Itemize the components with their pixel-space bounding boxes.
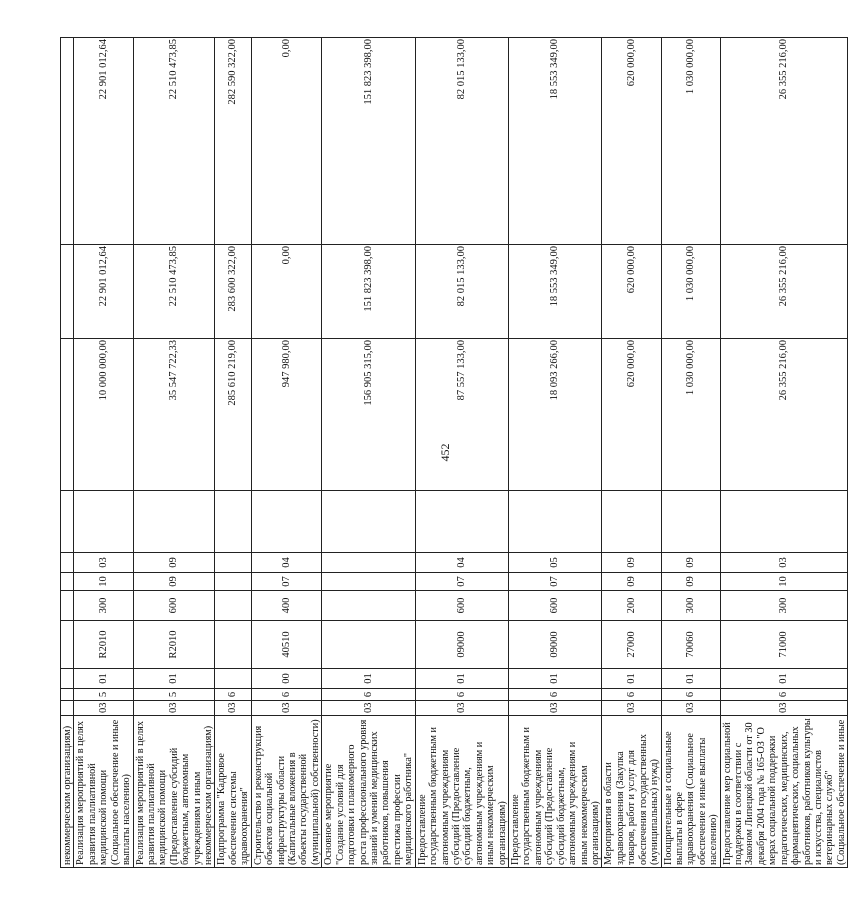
code-subprogram: 6 <box>602 689 661 701</box>
sum-year-3: 620 000,00 <box>602 38 661 245</box>
code-gp: 03 <box>74 701 133 716</box>
sum-year-1: 1 030 000,00 <box>661 339 720 491</box>
code-expense-type: 400 <box>251 591 322 621</box>
table-row <box>215 38 251 868</box>
sum-year-3: 151 823 398,00 <box>322 38 415 245</box>
code-subprogram: 6 <box>251 689 322 701</box>
code-event: 01 <box>602 669 661 689</box>
sum-year-2: 26 355 216,00 <box>720 245 848 339</box>
sum-year-2: 1 030 000,00 <box>661 245 720 339</box>
table-row <box>251 38 322 868</box>
code-subsection: 03 <box>74 553 133 573</box>
code-event: 01 <box>509 669 602 689</box>
sum-year-1: 26 355 216,00 <box>720 339 848 491</box>
code-event: 01 <box>661 669 720 689</box>
code-subprogram: 6 <box>661 689 720 701</box>
code-extra <box>509 491 602 553</box>
code-gp <box>61 701 74 716</box>
code-gp: 03 <box>322 701 415 716</box>
sum-year-3: 282 590 322,00 <box>215 38 251 245</box>
code-extra <box>133 491 215 553</box>
code-gp: 03 <box>215 701 251 716</box>
code-gp: 03 <box>133 701 215 716</box>
code-gp: 03 <box>661 701 720 716</box>
code-expense-type: 600 <box>509 591 602 621</box>
code-subprogram: 6 <box>215 689 251 701</box>
code-gp: 03 <box>415 701 508 716</box>
code-direction: 71000 <box>720 621 848 669</box>
table-row <box>602 38 661 868</box>
row-name: Мероприятия в области здравоохранения (Закупка товаров, работ и услуг для обеспечения государственных (муниципальных) нужд) <box>602 716 661 868</box>
code-section: 09 <box>661 573 720 591</box>
sum-year-1: 156 905 315,00 <box>322 339 415 491</box>
row-name: Подпрограмма "Кадровое обеспечение системы здравоохранения" <box>215 716 251 868</box>
code-subsection: 09 <box>661 553 720 573</box>
row-name: Предоставление государственным бюджетным и автономным учреждениям субсидий (Предоставление субсидий бюджетным, автономным учреждениям и иным некоммерческим организациям) <box>415 716 508 868</box>
sum-year-2: 620 000,00 <box>602 245 661 339</box>
code-event: 01 <box>415 669 508 689</box>
sum-year-3: 0,00 <box>251 38 322 245</box>
code-direction: 09000 <box>509 621 602 669</box>
row-name: Строительство и реконструкция объектов социальной инфраструктуры области (Капитальные вложения в объекты государственной (муниципальной) собственности) <box>251 716 322 868</box>
code-section <box>215 573 251 591</box>
sum-year-2: 22 901 012,64 <box>74 245 133 339</box>
code-subsection: 05 <box>509 553 602 573</box>
table-body <box>61 38 848 868</box>
code-direction: 70060 <box>661 621 720 669</box>
table-row <box>661 38 720 868</box>
sum-year-1: 87 557 133,00 <box>415 339 508 491</box>
code-expense-type <box>322 591 415 621</box>
code-subsection: 04 <box>415 553 508 573</box>
sum-year-2: 151 823 398,00 <box>322 245 415 339</box>
code-expense-type: 600 <box>133 591 215 621</box>
code-direction: R2010 <box>74 621 133 669</box>
sum-year-1: 947 980,00 <box>251 339 322 491</box>
table-row <box>322 38 415 868</box>
code-event: 01 <box>133 669 215 689</box>
row-name: Предоставление мер социальной поддержки в соответствии с Законом Липецкой области от 30 декабря 2004 года № 165-ОЗ "О мерах социальной поддержки педагогических, медицинских, фармацевтических, социальных работников, работников культуры и искусства, специалистов ветеринарных служб" (Социальное обеспечение и иные <box>720 716 848 868</box>
code-subsection: 04 <box>251 553 322 573</box>
code-direction <box>322 621 415 669</box>
page-number: 452 <box>438 443 452 462</box>
code-gp: 03 <box>602 701 661 716</box>
budget-table <box>60 37 848 868</box>
table-row <box>133 38 215 868</box>
code-gp: 03 <box>720 701 848 716</box>
code-extra <box>661 491 720 553</box>
code-subsection <box>322 553 415 573</box>
code-direction: 40510 <box>251 621 322 669</box>
sum-year-2 <box>61 245 74 339</box>
code-extra <box>251 491 322 553</box>
sum-year-1: 620 000,00 <box>602 339 661 491</box>
code-expense-type: 300 <box>661 591 720 621</box>
sum-year-2: 82 015 133,00 <box>415 245 508 339</box>
sum-year-3: 22 901 012,64 <box>74 38 133 245</box>
code-subprogram: 5 <box>133 689 215 701</box>
code-subsection: 09 <box>133 553 215 573</box>
sum-year-3: 82 015 133,00 <box>415 38 508 245</box>
code-expense-type <box>61 591 74 621</box>
code-gp: 03 <box>509 701 602 716</box>
code-extra <box>720 491 848 553</box>
row-name: Предоставление государственным бюджетным и автономным учреждениям субсидий (Предоставление субсидий бюджетным, автономным учреждениям и иным некоммерческим организациям) <box>509 716 602 868</box>
sum-year-3: 18 553 349,00 <box>509 38 602 245</box>
code-expense-type: 200 <box>602 591 661 621</box>
code-subprogram: 5 <box>74 689 133 701</box>
table-row <box>61 38 74 868</box>
table-row <box>74 38 133 868</box>
code-event: 00 <box>251 669 322 689</box>
code-direction <box>215 621 251 669</box>
code-event <box>215 669 251 689</box>
code-section: 10 <box>74 573 133 591</box>
row-name: Основное мероприятие "Создание условий для подготовки и планомерного роста профессионального уровня знаний и умений медицинских работников, повышения престижа профессии медицинского работника" <box>322 716 415 868</box>
code-subprogram: 6 <box>415 689 508 701</box>
code-subprogram <box>61 689 74 701</box>
code-section: 07 <box>415 573 508 591</box>
sum-year-2: 0,00 <box>251 245 322 339</box>
code-extra <box>215 491 251 553</box>
code-subprogram: 6 <box>720 689 848 701</box>
sum-year-3 <box>61 38 74 245</box>
code-expense-type: 300 <box>720 591 848 621</box>
sum-year-2: 18 553 349,00 <box>509 245 602 339</box>
code-direction <box>61 621 74 669</box>
code-subsection <box>61 553 74 573</box>
code-subprogram: 6 <box>509 689 602 701</box>
code-section: 09 <box>602 573 661 591</box>
sum-year-2: 22 510 473,85 <box>133 245 215 339</box>
code-section <box>322 573 415 591</box>
row-name: Реализация мероприятий в целях развития паллиативной медицинской помощи (Предоставление субсидий бюджетным, автономным учреждениям и иным некоммерческим организациям) <box>133 716 215 868</box>
sum-year-3: 1 030 000,00 <box>661 38 720 245</box>
code-section <box>61 573 74 591</box>
code-extra <box>415 491 508 553</box>
code-extra <box>74 491 133 553</box>
row-name: Поощрительные и социальные выплаты в сфере здравоохранения (Социальное обеспечение и иные выплаты населению) <box>661 716 720 868</box>
sum-year-3: 22 510 473,85 <box>133 38 215 245</box>
sum-year-1 <box>61 339 74 491</box>
code-section: 10 <box>720 573 848 591</box>
code-direction: R2010 <box>133 621 215 669</box>
code-section: 09 <box>133 573 215 591</box>
code-subsection: 03 <box>720 553 848 573</box>
code-gp: 03 <box>251 701 322 716</box>
code-section: 07 <box>509 573 602 591</box>
code-expense-type <box>215 591 251 621</box>
sum-year-1: 35 547 722,33 <box>133 339 215 491</box>
code-direction: 09000 <box>415 621 508 669</box>
table-row <box>415 38 508 868</box>
sum-year-2: 283 600 322,00 <box>215 245 251 339</box>
code-expense-type: 300 <box>74 591 133 621</box>
code-expense-type: 600 <box>415 591 508 621</box>
code-event: 01 <box>322 669 415 689</box>
code-section: 07 <box>251 573 322 591</box>
code-event: 01 <box>720 669 848 689</box>
code-subsection: 09 <box>602 553 661 573</box>
code-subsection <box>215 553 251 573</box>
row-name: Реализация мероприятий в целях развития паллиативной медицинской помощи (Социальное обеспечение и иные выплаты населению) <box>74 716 133 868</box>
rotated-page <box>60 38 847 868</box>
sum-year-3: 26 355 216,00 <box>720 38 848 245</box>
code-subprogram: 6 <box>322 689 415 701</box>
sum-year-1: 285 610 219,00 <box>215 339 251 491</box>
table-row <box>509 38 602 868</box>
code-event: 01 <box>74 669 133 689</box>
code-extra <box>602 491 661 553</box>
code-extra <box>322 491 415 553</box>
code-extra <box>61 491 74 553</box>
code-event <box>61 669 74 689</box>
table-row <box>720 38 848 868</box>
row-name: некоммерческим организациям) <box>61 716 74 868</box>
code-direction: 27000 <box>602 621 661 669</box>
sum-year-1: 18 093 266,00 <box>509 339 602 491</box>
sum-year-1: 10 000 000,00 <box>74 339 133 491</box>
